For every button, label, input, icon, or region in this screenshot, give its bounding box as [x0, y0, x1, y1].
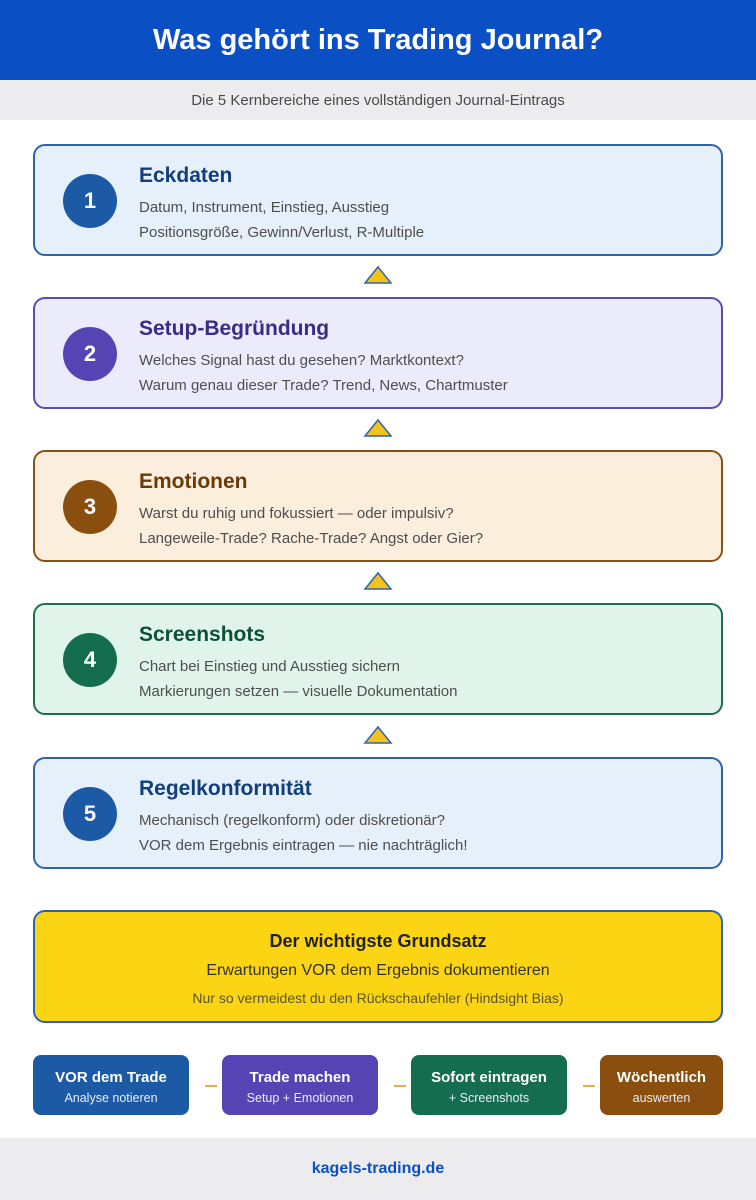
section-description-line: Warum genau dieser Trade? Trend, News, Chartmuster: [139, 377, 508, 394]
step-number-badge: 4: [63, 633, 117, 687]
principle-note: Nur so vermeidest du den Rückschaufehler (Hindsight Bias): [192, 990, 564, 1006]
workflow-step-subtitle: Setup + Emotionen: [246, 1091, 354, 1105]
section-card-setup-begruendung: [33, 297, 723, 409]
workflow-step-trade-machen: [222, 1055, 378, 1115]
footer: [0, 1138, 756, 1200]
up-arrow-icon: [363, 265, 393, 285]
page-subtitle: Die 5 Kernbereiche eines vollständigen Journal-Eintrags: [0, 80, 756, 120]
up-arrow-icon: [363, 418, 393, 438]
principle-title: Der wichtigste Grundsatz: [269, 931, 487, 951]
section-title: Emotionen: [139, 470, 248, 493]
section-description-line: Markierungen setzen — visuelle Dokumentation: [139, 683, 458, 700]
workflow-step-subtitle: + Screenshots: [448, 1091, 530, 1105]
up-arrow-icon: [363, 571, 393, 591]
step-number-badge: 5: [63, 787, 117, 841]
section-title: Screenshots: [139, 623, 266, 646]
principle-text: Erwartungen VOR dem Ergebnis dokumentieren: [206, 962, 550, 979]
section-card-eckdaten: [33, 144, 723, 256]
page-title: Was gehört ins Trading Journal?: [152, 23, 604, 56]
section-title: Regelkonformität: [139, 777, 312, 800]
section-description-line: Datum, Instrument, Einstieg, Ausstieg: [139, 199, 390, 216]
workflow-step-woechentlich: [600, 1055, 723, 1115]
footer-site-link[interactable]: kagels-trading.de: [311, 1160, 445, 1177]
section-description-line: VOR dem Ergebnis eintragen — nie nachträglich!: [139, 837, 468, 854]
section-description-line: Langeweile-Trade? Rache-Trade? Angst oder Gier?: [139, 530, 484, 547]
workflow-step-title: Trade machen: [249, 1069, 351, 1086]
header-banner: [0, 0, 756, 80]
workflow-step-title: VOR dem Trade: [55, 1069, 167, 1086]
workflow-connector: [394, 1085, 406, 1087]
section-description-line: Welches Signal hast du gesehen? Marktkontext?: [139, 352, 464, 369]
section-title: Eckdaten: [139, 164, 233, 187]
workflow-step-title: Wöchentlich: [616, 1069, 707, 1086]
workflow-step-vor-dem-trade: [33, 1055, 189, 1115]
workflow-step-subtitle: auswerten: [632, 1091, 691, 1105]
step-number-badge: 3: [63, 480, 117, 534]
workflow-step-sofort-eintragen: [411, 1055, 567, 1115]
workflow-step-title: Sofort eintragen: [431, 1069, 547, 1086]
section-description-line: Warst du ruhig und fokussiert — oder impulsiv?: [139, 505, 454, 522]
section-description-line: Mechanisch (regelkonform) oder diskretionär?: [139, 812, 445, 829]
workflow-connector: [205, 1085, 217, 1087]
section-description-line: Positionsgröße, Gewinn/Verlust, R-Multiple: [139, 224, 425, 241]
section-card-emotionen: [33, 450, 723, 562]
section-title: Setup-Begründung: [139, 317, 330, 340]
workflow-connector: [583, 1085, 595, 1087]
section-description-line: Chart bei Einstieg und Ausstieg sichern: [139, 658, 400, 675]
section-card-regelkonformitaet: [33, 757, 723, 869]
step-number-badge: 2: [63, 327, 117, 381]
workflow-step-subtitle: Analyse notieren: [64, 1091, 158, 1105]
step-number-badge: 1: [63, 174, 117, 228]
principle-callout: [33, 910, 723, 1023]
up-arrow-icon: [363, 725, 393, 745]
section-card-screenshots: [33, 603, 723, 715]
